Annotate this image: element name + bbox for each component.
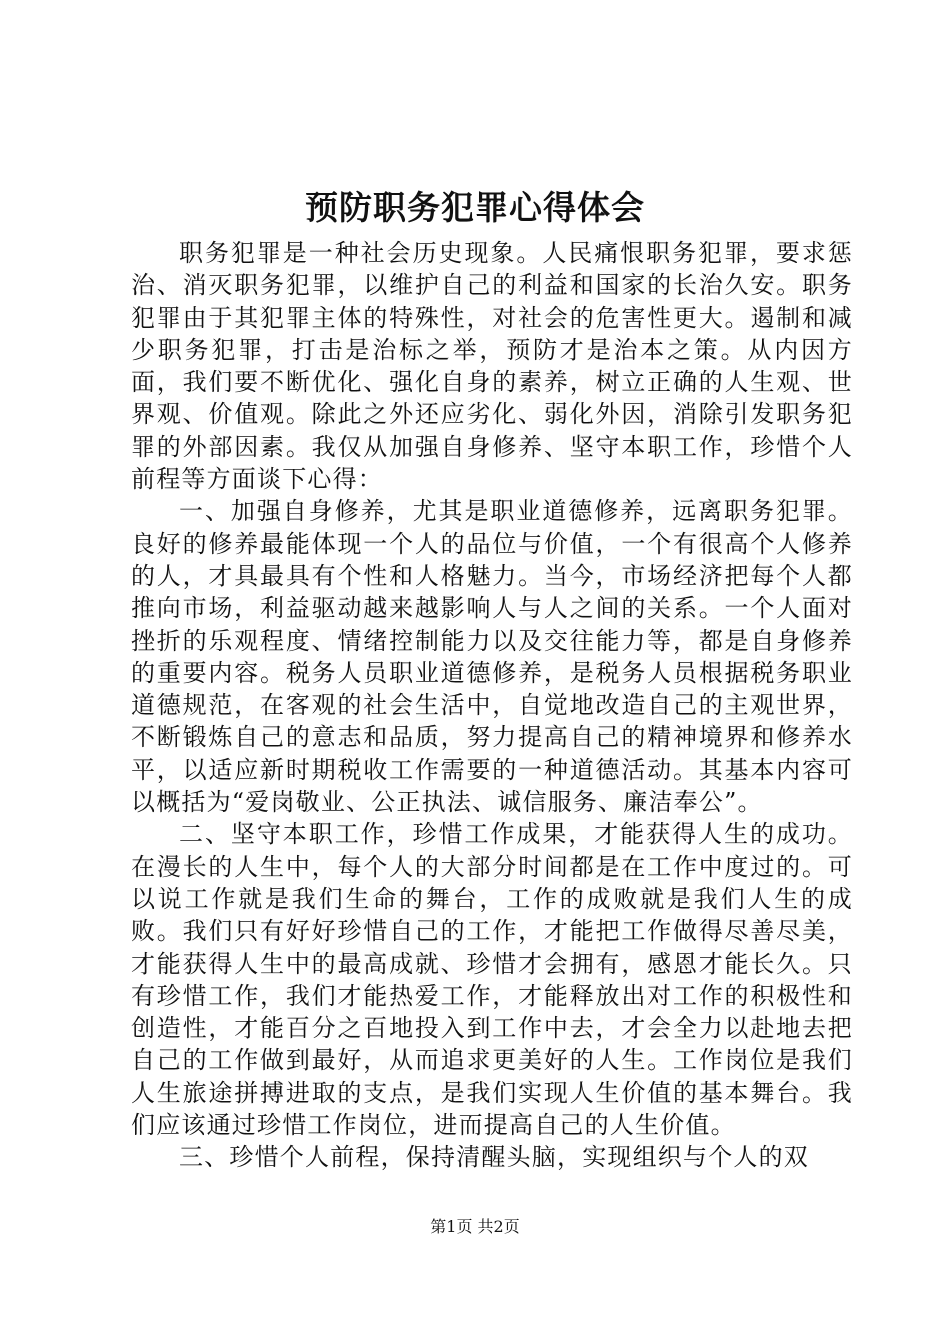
- document-title: 预防职务犯罪心得体会: [305, 188, 645, 227]
- paragraph-section-3: 三、珍惜个人前程，保持清醒头脑，实现组织与个人的双: [179, 1143, 809, 1172]
- paragraph-intro: 职务犯罪是一种社会历史现象。人民痛恨职务犯罪，要求惩治、消灭职务犯罪，以维护自己的利益和国家的长治久安。职务犯罪由于其犯罪主体的特殊性，对社会的危害性更大。遏制和减少职务犯罪，打击是治标之举，预防才是治本之策。从内因方面，我们要不断优化、强化自身的素养，树立正确的人生观、世界观、价值观。除此之外还应劣化、弱化外因，消除引发职务犯罪的外部因素。我仅从加强自身修养、坚守本职工作，珍惜个人前程等方面谈下心得：: [131, 239, 853, 494]
- page-footer: 第1页 共2页: [430, 1217, 520, 1236]
- paragraph-section-2: 二、坚守本职工作，珍惜工作成果，才能获得人生的成功。在漫长的人生中，每个人的大部分时间都是在工作中度过的。可以说工作就是我们生命的舞台，工作的成败就是我们人生的成败。我们只有好好珍惜自己的工作，才能把工作做得尽善尽美，才能获得人生中的最高成就、珍惜才会拥有，感恩才能长久。只有珍惜工作，我们才能热爱工作，才能释放出对工作的积极性和创造性，才能百分之百地投入到工作中去，才会全力以赴地去把自己的工作做到最好，从而追求更美好的人生。工作岗位是我们人生旅途拼搏进取的支点，是我们实现人生价值的基本舞台。我们应该通过珍惜工作岗位，进而提高自己的人生价值。: [131, 820, 853, 1140]
- paragraph-section-1: 一、加强自身修养，尤其是职业道德修养，远离职务犯罪。良好的修养最能体现一个人的品位与价值，一个有很高个人修养的人，才具最具有个性和人格魅力。当今，市场经济把每个人都推向市场，利益驱动越来越影响人与人之间的关系。一个人面对挫折的乐观程度、情绪控制能力以及交往能力等，都是自身修养的重要内容。税务人员职业道德修养，是税务人员根据税务职业道德规范，在客观的社会生活中，自觉地改造自己的主观世界，不断锻炼自己的意志和品质，努力提高自己的精神境界和修养水平，以适应新时期税收工作需要的一种道德活动。其基本内容可以概括为“爱岗敬业、公正执法、诚信服务、廉洁奉公”。: [131, 497, 853, 817]
- document-body: [131, 237, 853, 1174]
